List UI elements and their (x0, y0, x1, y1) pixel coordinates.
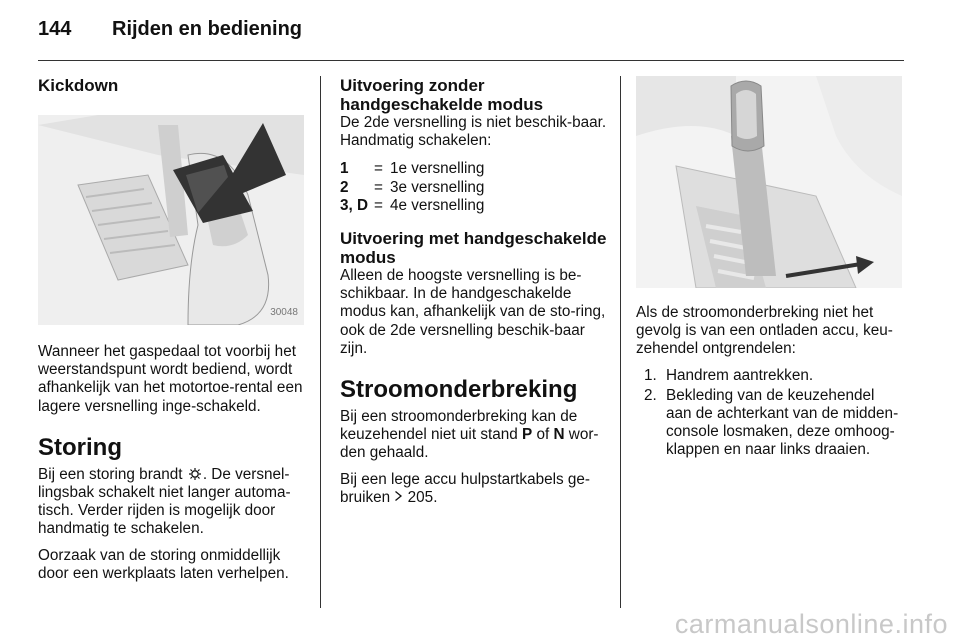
step-number: 2. (644, 386, 657, 404)
kickdown-heading: Kickdown (38, 76, 119, 95)
figure-number: 30048 (270, 306, 298, 318)
column-2 (340, 76, 608, 515)
stroom-paragraph (340, 408, 608, 463)
definition-key: 1 (340, 160, 349, 178)
unlock-steps (636, 367, 904, 460)
storing-heading: Storing (38, 433, 122, 461)
storing-text-b: . De versnel-lingsbak schakelt niet langer automa-tisch. Verder rijden is mogelijk door handmatig te schakelen. (38, 465, 291, 538)
step-number: 1. (644, 366, 657, 384)
stroom-heading: Stroomonderbreking (340, 376, 578, 404)
gear-definitions (340, 160, 484, 215)
page-number: 144 (38, 18, 72, 40)
definition-key: 3, D (340, 196, 369, 214)
definition-value: 3e versnelling (390, 178, 485, 196)
column-3 (636, 76, 904, 462)
list-item (636, 367, 904, 385)
definition-value: 1e versnelling (390, 160, 485, 178)
definition-key: 2 (340, 178, 349, 196)
zonder-text: De 2de versnelling is niet beschik-baar. Handmatig schakelen: (340, 114, 607, 150)
definition-row (340, 160, 484, 178)
column-1 (38, 76, 306, 591)
page-title: Rijden en bediening (112, 18, 303, 40)
definition-eq: = (374, 196, 383, 214)
intro-text: Als de stroomonderbreking niet het gevolg is van een ontladen accu, keu-zehendel ontgrendelen: (636, 304, 893, 358)
transmission-warning-icon (187, 467, 203, 481)
gear-selector-illustration (636, 76, 902, 288)
column-divider-2 (620, 76, 621, 608)
definition-value: 4e versnelling (390, 196, 485, 214)
header-rule (38, 60, 904, 61)
storing-text-a: Bij een storing brandt (38, 465, 183, 483)
page-reference[interactable]: 205. (407, 488, 438, 506)
accu-text: Bij een lege accu hulpstartkabels ge-bruiken (340, 470, 591, 506)
definition-row (340, 197, 484, 215)
definition-eq: = (374, 178, 383, 196)
column-divider-1 (320, 76, 321, 608)
list-item (636, 387, 904, 460)
zonder-heading: Uitvoering zonder handgeschakelde modus (340, 76, 544, 114)
storing-paragraph (38, 466, 306, 539)
page-reference-arrow-icon (394, 489, 403, 507)
met-heading: Uitvoering met handgeschakelde modus (340, 229, 607, 268)
page-header (38, 18, 302, 41)
step-text: Handrem aantrekken. (666, 366, 814, 384)
position-n: N (553, 426, 565, 444)
watermark: carmanualsonline.info (674, 609, 948, 639)
stroom-of: of (536, 426, 550, 444)
kickdown-illustration (38, 115, 304, 325)
definition-row (340, 179, 484, 197)
position-p: P (522, 426, 533, 444)
accu-paragraph (340, 471, 608, 507)
kickdown-text: Wanneer het gaspedaal tot voorbij het weerstandspunt wordt bediend, wordt afhankelijk van het motortoe-rental een lagere versnelling inge-schakeld. (38, 343, 303, 415)
definition-eq: = (374, 160, 383, 178)
storing-text-2: Oorzaak van de storing onmiddellijk door een werkplaats laten verhelpen. (38, 546, 289, 582)
stroom-text-b: wor-den gehaald. (340, 426, 599, 462)
step-text: Bekleding van de keuzehendel aan de achterkant van de midden-console losmaken, deze omhoog-klappen en naar links draaien. (666, 386, 899, 459)
stroom-text-a: Bij een stroomonderbreking kan de keuzehendel niet uit stand (340, 408, 578, 444)
met-text: Alleen de hoogste versnelling is be-schikbaar. In de handgeschakelde modus kan, afhankelijk van de sto-ring, ook de 2de versnelling beschik-baar zijn. (340, 267, 606, 357)
